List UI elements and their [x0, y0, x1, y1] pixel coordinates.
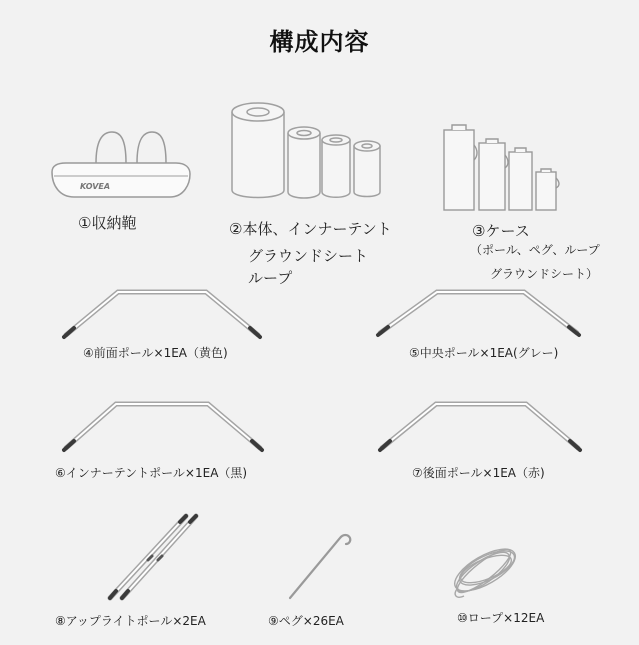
- rear-pole-illustration: [380, 404, 580, 450]
- peg-illustration: [290, 535, 350, 598]
- label-rear-pole: ⑦後面ポール×1EA（赤): [412, 466, 545, 480]
- label-case: ③ケース: [472, 222, 530, 240]
- tent-rolls-illustration: [232, 103, 380, 198]
- label-bag: ①収納鞄: [78, 214, 137, 232]
- label-case-sub1: （ポール、ペグ、ループ: [470, 243, 600, 257]
- label-body-sub2: ループ: [248, 269, 293, 287]
- bag-brand-logo: KOVEA: [80, 182, 111, 191]
- label-center-pole: ⑤中央ポール×1EA(グレー): [409, 346, 559, 360]
- cases-illustration: [444, 125, 559, 210]
- label-case-sub2: グラウンドシート）: [490, 267, 599, 281]
- page-title: 構成内容: [269, 28, 370, 56]
- rope-illustration: [449, 541, 522, 599]
- label-front-pole: ④前面ポール×1EA（黄色): [83, 346, 228, 360]
- inner-pole-illustration: [64, 404, 262, 450]
- label-inner-pole: ⑥インナーテントポール×1EA（黒): [55, 466, 248, 480]
- label-body-sub1: グラウンドシート: [248, 247, 369, 265]
- front-pole-illustration: [64, 292, 260, 337]
- label-body: ②本体、インナーテント: [229, 220, 392, 238]
- upright-poles-illustration: [110, 516, 196, 598]
- center-pole-illustration: [378, 292, 579, 335]
- bag-illustration: [52, 132, 190, 197]
- label-rope: ⑩ロープ×12EA: [457, 611, 545, 625]
- label-peg: ⑨ペグ×26EA: [268, 614, 344, 628]
- label-upright-pole: ⑧アップライトポール×2EA: [55, 614, 206, 628]
